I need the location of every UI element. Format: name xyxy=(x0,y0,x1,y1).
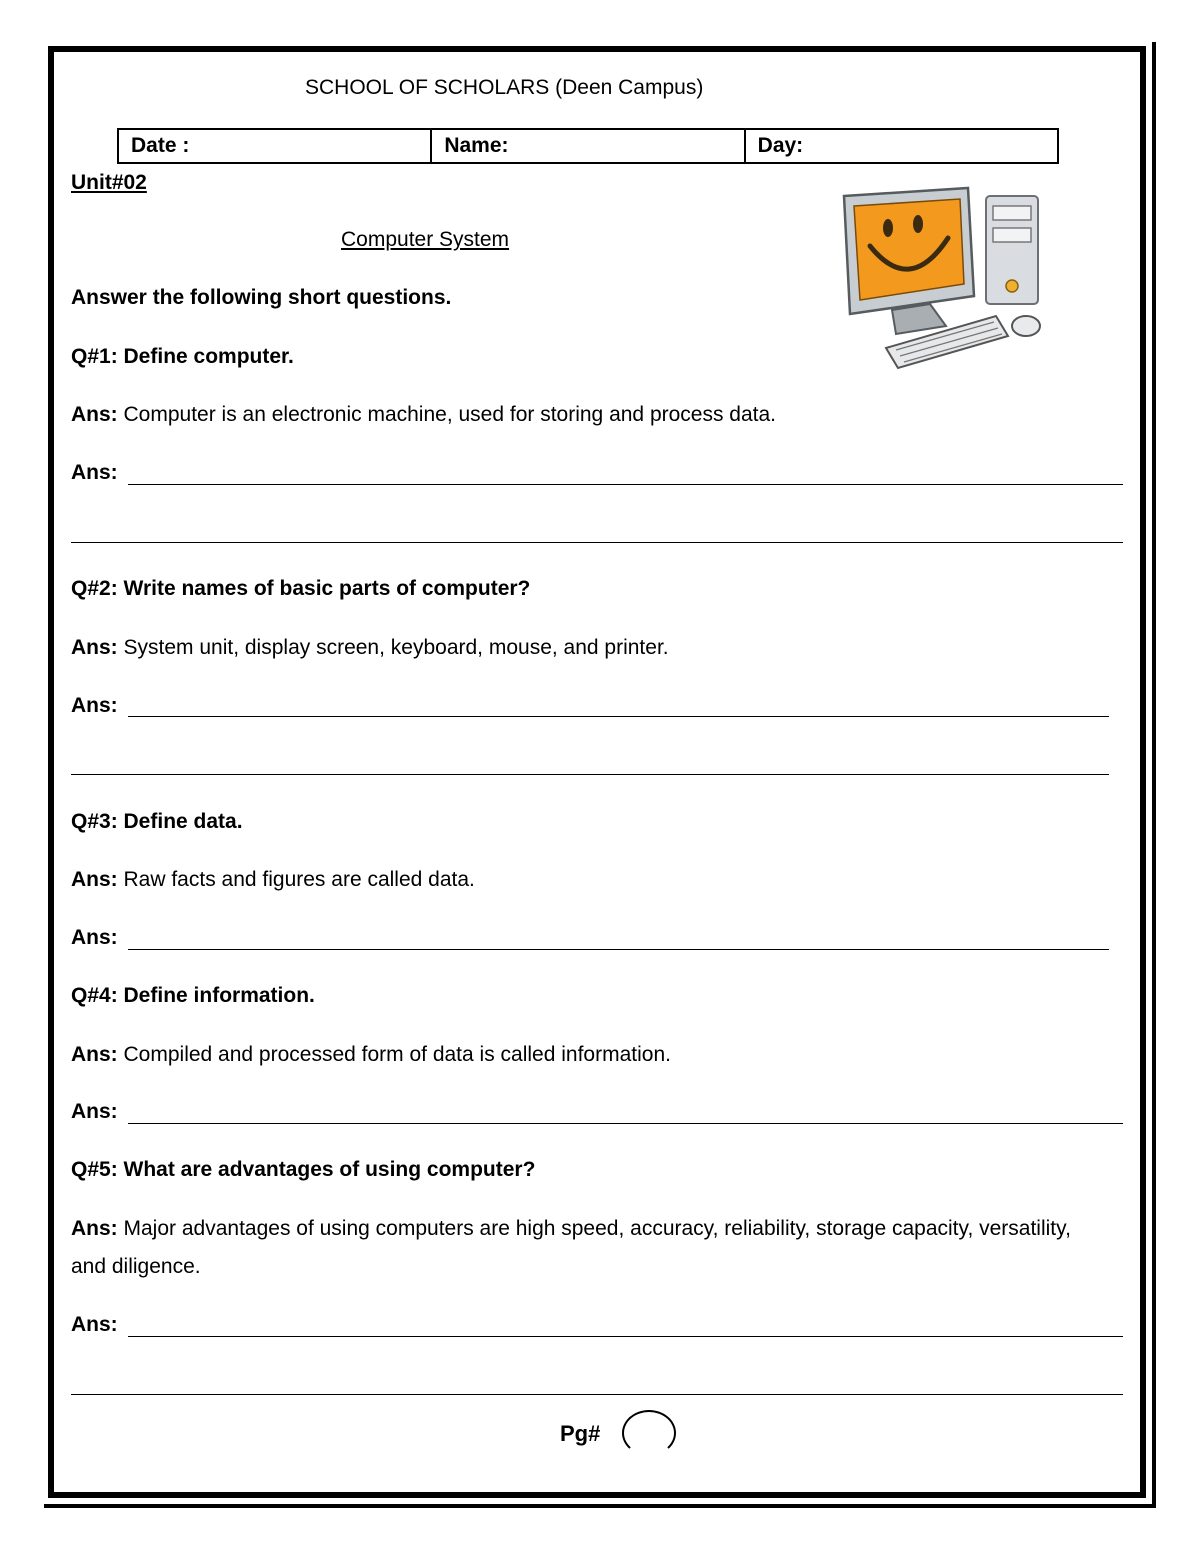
blank-answer-label: Ans: xyxy=(71,926,118,949)
answer-3 xyxy=(71,861,1071,899)
question-4: Q#4: Define information. xyxy=(71,984,315,1007)
answer-line[interactable] xyxy=(71,1394,1123,1395)
answer-label: Ans: xyxy=(71,636,118,659)
answer-line[interactable] xyxy=(128,949,1109,950)
answer-line[interactable] xyxy=(71,774,1109,775)
answer-text: System unit, display screen, keyboard, mouse, and printer. xyxy=(117,636,669,659)
page-number-label: Pg# xyxy=(560,1421,601,1446)
day-field[interactable]: Day: xyxy=(757,134,804,157)
answer-label: Ans: xyxy=(71,1217,118,1240)
question-5: Q#5: What are advantages of using computer? xyxy=(71,1158,536,1181)
question-3: Q#3: Define data. xyxy=(71,810,243,833)
blank-answer-label: Ans: xyxy=(71,1313,118,1336)
answer-4 xyxy=(71,1036,1071,1074)
instructions: Answer the following short questions. xyxy=(71,286,452,309)
smiling-computer-icon xyxy=(836,186,1042,370)
answer-1 xyxy=(71,396,1071,434)
answer-line[interactable] xyxy=(71,542,1123,543)
info-row xyxy=(117,128,1059,164)
answer-5 xyxy=(71,1210,1071,1286)
answer-text: Raw facts and figures are called data. xyxy=(117,868,475,891)
name-field[interactable]: Name: xyxy=(432,130,745,162)
answer-label: Ans: xyxy=(71,868,118,891)
date-field[interactable]: Date : xyxy=(119,130,432,162)
page-number-circle xyxy=(622,1410,676,1456)
answer-text: Major advantages of using computers are high speed, accuracy, reliability, storage capacity, versatility, and diligence. xyxy=(71,1217,1071,1278)
unit-label: Unit#02 xyxy=(71,171,147,194)
blank-answer-label: Ans: xyxy=(71,461,118,484)
question-2: Q#2: Write names of basic parts of computer? xyxy=(71,577,531,600)
page-title: Computer System xyxy=(341,228,510,251)
question-1: Q#1: Define computer. xyxy=(71,345,294,368)
answer-line[interactable] xyxy=(128,1336,1123,1337)
answer-2 xyxy=(71,629,1071,667)
blank-answer-label: Ans: xyxy=(71,694,118,717)
school-name: SCHOOL OF SCHOLARS (Deen Campus) xyxy=(305,76,704,99)
answer-label: Ans: xyxy=(71,1043,118,1066)
answer-text: Compiled and processed form of data is called information. xyxy=(117,1043,671,1066)
answer-line[interactable] xyxy=(128,716,1109,717)
answer-line[interactable] xyxy=(128,1123,1123,1124)
blank-answer-label: Ans: xyxy=(71,1100,118,1123)
answer-label: Ans: xyxy=(71,403,118,426)
answer-line[interactable] xyxy=(128,484,1123,485)
answer-text: Computer is an electronic machine, used for storing and process data. xyxy=(117,403,777,426)
